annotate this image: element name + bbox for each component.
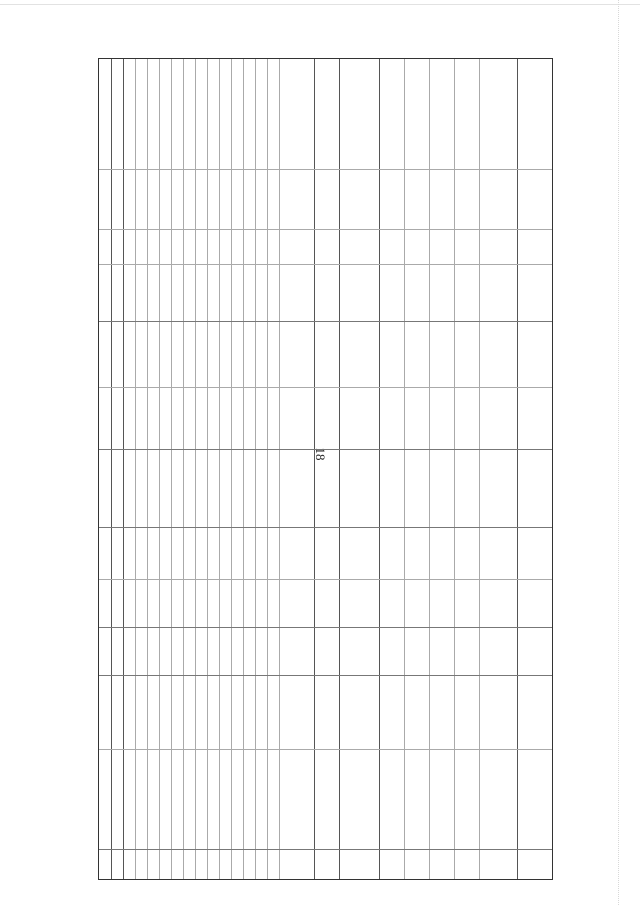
table-col-line [404, 59, 405, 879]
scan-top-rule [0, 4, 640, 5]
table-col-line [379, 59, 380, 879]
table-col-line [279, 59, 280, 879]
table-row-line [99, 527, 552, 528]
table-row-line [99, 264, 552, 265]
table-col-line [231, 59, 232, 879]
table-row-line [99, 579, 552, 580]
table-col-line [219, 59, 220, 879]
scan-right-edge [618, 0, 619, 905]
table-col-line [123, 59, 124, 879]
table-col-line [267, 59, 268, 879]
table-col-line [255, 59, 256, 879]
table-col-line [207, 59, 208, 879]
table-col-line [171, 59, 172, 879]
table-col-line [195, 59, 196, 879]
table-col-line [111, 59, 112, 879]
table-row-line [99, 749, 552, 750]
table-col-line [135, 59, 136, 879]
table-row-line [99, 321, 552, 322]
table-col-line [479, 59, 480, 879]
table-row-line [99, 169, 552, 170]
table-row-line [99, 387, 552, 388]
table-col-line [339, 59, 340, 879]
table-col-line [183, 59, 184, 879]
table-col-line [429, 59, 430, 879]
table-row-line [99, 449, 552, 450]
table-row-line [99, 229, 552, 230]
table-col-line [147, 59, 148, 879]
program-table [98, 58, 553, 880]
table-col-line [517, 59, 518, 879]
table-row-line [99, 675, 552, 676]
table-col-line [243, 59, 244, 879]
table-row-line [99, 627, 552, 628]
table-row-line [99, 849, 552, 850]
table-col-line [454, 59, 455, 879]
table-col-line [159, 59, 160, 879]
table-col-line [314, 59, 315, 879]
page-number: 18 [313, 447, 328, 461]
